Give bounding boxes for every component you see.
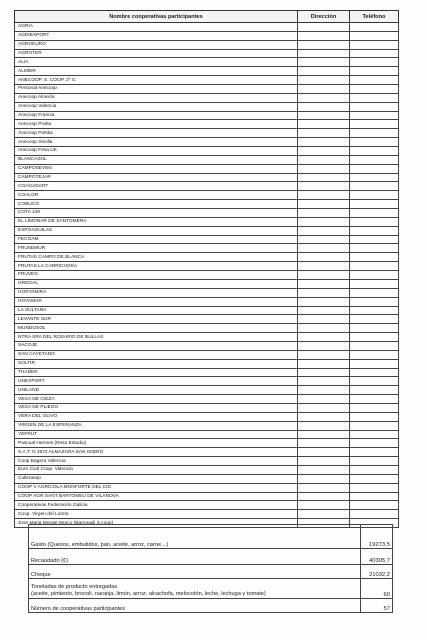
direccion-cell bbox=[298, 271, 350, 280]
direccion-cell bbox=[298, 465, 350, 474]
direccion-cell bbox=[298, 40, 350, 49]
cooperative-name: SOLTIR bbox=[15, 359, 298, 368]
toneladas-label: Toneladas de producto entregadas bbox=[31, 584, 118, 590]
table-row bbox=[15, 306, 399, 315]
direccion-cell bbox=[298, 147, 350, 156]
telefono-cell bbox=[350, 253, 399, 262]
table-row bbox=[15, 492, 399, 501]
direccion-cell bbox=[298, 76, 350, 85]
telefono-cell bbox=[350, 324, 399, 333]
direccion-cell bbox=[298, 421, 350, 430]
table-row bbox=[15, 235, 399, 244]
cooperative-name: ALIMER bbox=[15, 67, 298, 76]
table-row bbox=[15, 23, 399, 32]
direccion-cell bbox=[298, 324, 350, 333]
telefono-cell bbox=[350, 200, 399, 209]
cooperative-name: COOP V AGRICOLA MONFORTE DEL CID bbox=[15, 483, 298, 492]
participants-table-body bbox=[15, 23, 399, 528]
telefono-cell bbox=[350, 155, 399, 164]
telefono-cell bbox=[350, 40, 399, 49]
telefono-cell bbox=[350, 85, 399, 94]
direccion-cell bbox=[298, 182, 350, 191]
table-row bbox=[15, 200, 399, 209]
cooperative-name: FRUTAS CAMPO DE BLANCA bbox=[15, 253, 298, 262]
summary-row-recaudado bbox=[29, 549, 393, 565]
telefono-cell bbox=[350, 279, 399, 288]
direccion-cell bbox=[298, 120, 350, 129]
table-row bbox=[15, 324, 399, 333]
cooperative-name: Cooperativas Federación Galicia bbox=[15, 501, 298, 510]
table-row bbox=[15, 147, 399, 156]
telefono-cell bbox=[350, 439, 399, 448]
telefono-cell bbox=[350, 182, 399, 191]
table-row bbox=[15, 465, 399, 474]
table-row bbox=[15, 483, 399, 492]
cooperative-name: Anecoop Praha bbox=[15, 120, 298, 129]
cooperative-name: FECOAM bbox=[15, 235, 298, 244]
telefono-cell bbox=[350, 235, 399, 244]
table-row bbox=[15, 67, 399, 76]
table-row bbox=[15, 350, 399, 359]
table-row bbox=[15, 501, 399, 510]
telefono-cell bbox=[350, 403, 399, 412]
table-row bbox=[15, 359, 399, 368]
direccion-cell bbox=[298, 67, 350, 76]
direccion-cell bbox=[298, 279, 350, 288]
cooperative-name: Anecoop Fesa UK bbox=[15, 147, 298, 156]
direccion-cell bbox=[298, 510, 350, 519]
cooperative-name: THADER bbox=[15, 368, 298, 377]
header-name: Nombre cooperativas participantes bbox=[15, 11, 298, 23]
cooperative-name: FRUTAS LA CARRICHOSA bbox=[15, 262, 298, 271]
direccion-cell bbox=[298, 155, 350, 164]
telefono-cell bbox=[350, 430, 399, 439]
telefono-cell bbox=[350, 67, 399, 76]
telefono-cell bbox=[350, 368, 399, 377]
table-row bbox=[15, 439, 399, 448]
cooperative-name: Anecoop Valencia bbox=[15, 102, 298, 111]
table-row bbox=[15, 421, 399, 430]
direccion-cell bbox=[298, 492, 350, 501]
direccion-cell bbox=[298, 244, 350, 253]
cooperative-name: Anecoop Polska bbox=[15, 129, 298, 138]
cooperative-name: AGROEURO bbox=[15, 40, 298, 49]
cheque-label: Cheque bbox=[29, 565, 361, 579]
participants-table-header bbox=[15, 11, 399, 23]
num-coop-label: Número de cooperativas participantes bbox=[29, 599, 361, 613]
table-row bbox=[15, 253, 399, 262]
direccion-cell bbox=[298, 483, 350, 492]
telefono-cell bbox=[350, 49, 399, 58]
telefono-cell bbox=[350, 23, 399, 32]
cooperative-name: Pascual Hermes (Reso Estudio) bbox=[15, 439, 298, 448]
table-row bbox=[15, 226, 399, 235]
table-row bbox=[15, 448, 399, 457]
telefono-cell bbox=[350, 386, 399, 395]
telefono-cell bbox=[350, 173, 399, 182]
toneladas-cell bbox=[29, 579, 361, 599]
telefono-cell bbox=[350, 483, 399, 492]
telefono-cell bbox=[350, 465, 399, 474]
direccion-cell bbox=[298, 386, 350, 395]
direccion-cell bbox=[298, 341, 350, 350]
table-row bbox=[15, 111, 399, 120]
cooperative-name: ALIA bbox=[15, 58, 298, 67]
telefono-cell bbox=[350, 262, 399, 271]
cooperative-name: Anecoop Francia bbox=[15, 111, 298, 120]
cooperative-name: CAMPOTEJAR bbox=[15, 173, 298, 182]
direccion-cell bbox=[298, 359, 350, 368]
summary-row-cheque bbox=[29, 565, 393, 579]
telefono-cell bbox=[350, 244, 399, 253]
cooperative-name: SACOJE bbox=[15, 341, 298, 350]
cooperative-name: Coop. Virgen del Loreto bbox=[15, 510, 298, 519]
cooperative-name: ANECOOP. S. COOP. 2º G bbox=[15, 76, 298, 85]
cooperative-name: UNEXPORT bbox=[15, 377, 298, 386]
toneladas-value: 60 bbox=[361, 579, 393, 599]
cooperative-name: FRUVEG bbox=[15, 271, 298, 280]
header-direccion: Dirección bbox=[298, 11, 350, 23]
table-row bbox=[15, 271, 399, 280]
table-row bbox=[15, 120, 399, 129]
cooperative-name: Cullerasep bbox=[15, 474, 298, 483]
table-row bbox=[15, 209, 399, 218]
telefono-cell bbox=[350, 350, 399, 359]
telefono-cell bbox=[350, 341, 399, 350]
telefono-cell bbox=[350, 288, 399, 297]
telefono-cell bbox=[350, 448, 399, 457]
direccion-cell bbox=[298, 173, 350, 182]
direccion-cell bbox=[298, 23, 350, 32]
table-row bbox=[15, 395, 399, 404]
recaudado-value: 40305,7 bbox=[361, 549, 393, 565]
table-row bbox=[15, 76, 399, 85]
cooperative-name: VEGA DE PLIEGO bbox=[15, 403, 298, 412]
direccion-cell bbox=[298, 474, 350, 483]
table-row bbox=[15, 129, 399, 138]
participants-table bbox=[14, 10, 399, 528]
cooperative-name: HOYAMAR bbox=[15, 297, 298, 306]
table-row bbox=[15, 430, 399, 439]
direccion-cell bbox=[298, 49, 350, 58]
cooperative-name: COTA 120 bbox=[15, 209, 298, 218]
table-row bbox=[15, 49, 399, 58]
table-row bbox=[15, 182, 399, 191]
table-row bbox=[15, 31, 399, 40]
table-row bbox=[15, 40, 399, 49]
cheque-value: 21032,2 bbox=[361, 565, 393, 579]
gasto-value: 19273,5 bbox=[361, 525, 393, 549]
telefono-cell bbox=[350, 31, 399, 40]
table-row bbox=[15, 173, 399, 182]
telefono-cell bbox=[350, 209, 399, 218]
telefono-cell bbox=[350, 191, 399, 200]
cooperative-name: UNILAND bbox=[15, 386, 298, 395]
cooperative-name: Euro Cool Coop. Valencia bbox=[15, 465, 298, 474]
direccion-cell bbox=[298, 191, 350, 200]
cooperative-name: Coop Bagera Valencia bbox=[15, 457, 298, 466]
header-telefono: Teléfono bbox=[350, 11, 399, 23]
table-row bbox=[15, 217, 399, 226]
telefono-cell bbox=[350, 457, 399, 466]
direccion-cell bbox=[298, 262, 350, 271]
table-row bbox=[15, 510, 399, 519]
table-row bbox=[15, 457, 399, 466]
summary-table bbox=[28, 524, 393, 613]
table-row bbox=[15, 279, 399, 288]
direccion-cell bbox=[298, 403, 350, 412]
table-row bbox=[15, 474, 399, 483]
table-row bbox=[15, 138, 399, 147]
telefono-cell bbox=[350, 147, 399, 156]
telefono-cell bbox=[350, 510, 399, 519]
telefono-cell bbox=[350, 226, 399, 235]
direccion-cell bbox=[298, 448, 350, 457]
direccion-cell bbox=[298, 395, 350, 404]
direccion-cell bbox=[298, 93, 350, 102]
num-coop-value: 57 bbox=[361, 599, 393, 613]
telefono-cell bbox=[350, 359, 399, 368]
telefono-cell bbox=[350, 421, 399, 430]
direccion-cell bbox=[298, 31, 350, 40]
cooperative-name: EXPOAGUILAS bbox=[15, 226, 298, 235]
table-row bbox=[15, 377, 399, 386]
cooperative-name: SAN CAYETANO bbox=[15, 350, 298, 359]
table-row bbox=[15, 297, 399, 306]
table-row bbox=[15, 403, 399, 412]
cooperative-name: AGROTER bbox=[15, 49, 298, 58]
direccion-cell bbox=[298, 377, 350, 386]
cooperative-name: LEVANTE SUR bbox=[15, 315, 298, 324]
cooperative-name: HORTAMIRA bbox=[15, 288, 298, 297]
telefono-cell bbox=[350, 492, 399, 501]
cooperative-name: Jose Maria Morate Morco (Barnoasil S coop) bbox=[15, 519, 298, 528]
table-row bbox=[15, 262, 399, 271]
cooperative-name: AGRIA bbox=[15, 23, 298, 32]
cooperative-name: VIRGEN DE LA ESPERANZA bbox=[15, 421, 298, 430]
direccion-cell bbox=[298, 129, 350, 138]
table-row bbox=[15, 386, 399, 395]
cooperative-name: GREGAL bbox=[15, 279, 298, 288]
summary-row-num-cooperativas bbox=[29, 599, 393, 613]
telefono-cell bbox=[350, 58, 399, 67]
telefono-cell bbox=[350, 474, 399, 483]
telefono-cell bbox=[350, 76, 399, 85]
table-row bbox=[15, 333, 399, 342]
cooperative-name: AGRIEXPORT bbox=[15, 31, 298, 40]
direccion-cell bbox=[298, 200, 350, 209]
direccion-cell bbox=[298, 58, 350, 67]
direccion-cell bbox=[298, 253, 350, 262]
summary-row-toneladas bbox=[29, 579, 393, 599]
cooperative-name: MUNDOSOL bbox=[15, 324, 298, 333]
direccion-cell bbox=[298, 111, 350, 120]
cooperative-name: COBUCO bbox=[15, 200, 298, 209]
telefono-cell bbox=[350, 412, 399, 421]
telefono-cell bbox=[350, 120, 399, 129]
table-row bbox=[15, 368, 399, 377]
cooperative-name: S.A.T. N 3572 ALMAZARA SAN ISIDRO bbox=[15, 448, 298, 457]
table-row bbox=[15, 155, 399, 164]
telefono-cell bbox=[350, 297, 399, 306]
cooperative-name: COOP AGR SANT BARTOMEU DE VILANOVA bbox=[15, 492, 298, 501]
direccion-cell bbox=[298, 226, 350, 235]
direccion-cell bbox=[298, 209, 350, 218]
toneladas-detail: (aceite, pimiento, brocoli, naranja, limón, arroz, alcachofa, melocotón, leche, lechuga y tomate) bbox=[31, 591, 266, 597]
direccion-cell bbox=[298, 412, 350, 421]
table-row bbox=[15, 191, 399, 200]
direccion-cell bbox=[298, 164, 350, 173]
telefono-cell bbox=[350, 377, 399, 386]
table-row bbox=[15, 93, 399, 102]
direccion-cell bbox=[298, 85, 350, 94]
cooperative-name: CAMPOSEVEN bbox=[15, 164, 298, 173]
telefono-cell bbox=[350, 306, 399, 315]
telefono-cell bbox=[350, 111, 399, 120]
cooperative-name: Anecoop Almería bbox=[15, 93, 298, 102]
direccion-cell bbox=[298, 102, 350, 111]
cooperative-name: Personal Anecoop bbox=[15, 85, 298, 94]
cooperative-name: NTRA SRA DEL ROSARIO DE BULLAS bbox=[15, 333, 298, 342]
direccion-cell bbox=[298, 333, 350, 342]
direccion-cell bbox=[298, 501, 350, 510]
direccion-cell bbox=[298, 306, 350, 315]
table-row bbox=[15, 244, 399, 253]
telefono-cell bbox=[350, 395, 399, 404]
table-row bbox=[15, 288, 399, 297]
direccion-cell bbox=[298, 439, 350, 448]
direccion-cell bbox=[298, 217, 350, 226]
cooperative-name: VEGA DE CIEZA bbox=[15, 395, 298, 404]
telefono-cell bbox=[350, 315, 399, 324]
telefono-cell bbox=[350, 271, 399, 280]
cooperative-name: LA SULTANA bbox=[15, 306, 298, 315]
cooperative-name: BLANCASOL bbox=[15, 155, 298, 164]
cooperative-name: FRUSEMUR bbox=[15, 244, 298, 253]
table-row bbox=[15, 412, 399, 421]
cooperative-name: VERA DEL OLIVO bbox=[15, 412, 298, 421]
summary-row-gasto bbox=[29, 525, 393, 549]
telefono-cell bbox=[350, 501, 399, 510]
telefono-cell bbox=[350, 102, 399, 111]
direccion-cell bbox=[298, 368, 350, 377]
table-row bbox=[15, 85, 399, 94]
gasto-label: Gasto (Quesos, embutidos, pan, aceite, arroz, carne…) bbox=[29, 525, 361, 549]
telefono-cell bbox=[350, 333, 399, 342]
telefono-cell bbox=[350, 138, 399, 147]
recaudado-label: Recaudado (€) bbox=[29, 549, 361, 565]
cooperative-name: COALOR bbox=[15, 191, 298, 200]
direccion-cell bbox=[298, 315, 350, 324]
cooperative-name: YEFRUT bbox=[15, 430, 298, 439]
table-row bbox=[15, 164, 399, 173]
telefono-cell bbox=[350, 217, 399, 226]
telefono-cell bbox=[350, 164, 399, 173]
table-row bbox=[15, 341, 399, 350]
cooperative-name: COAGADART bbox=[15, 182, 298, 191]
table-row bbox=[15, 58, 399, 67]
direccion-cell bbox=[298, 235, 350, 244]
direccion-cell bbox=[298, 297, 350, 306]
cooperative-name: EL LIMONAR DE SANTOMERA bbox=[15, 217, 298, 226]
table-row bbox=[15, 102, 399, 111]
cooperative-name: Anecoop Sevilla bbox=[15, 138, 298, 147]
telefono-cell bbox=[350, 129, 399, 138]
direccion-cell bbox=[298, 288, 350, 297]
direccion-cell bbox=[298, 430, 350, 439]
telefono-cell bbox=[350, 93, 399, 102]
direccion-cell bbox=[298, 457, 350, 466]
direccion-cell bbox=[298, 138, 350, 147]
table-row bbox=[15, 315, 399, 324]
direccion-cell bbox=[298, 350, 350, 359]
